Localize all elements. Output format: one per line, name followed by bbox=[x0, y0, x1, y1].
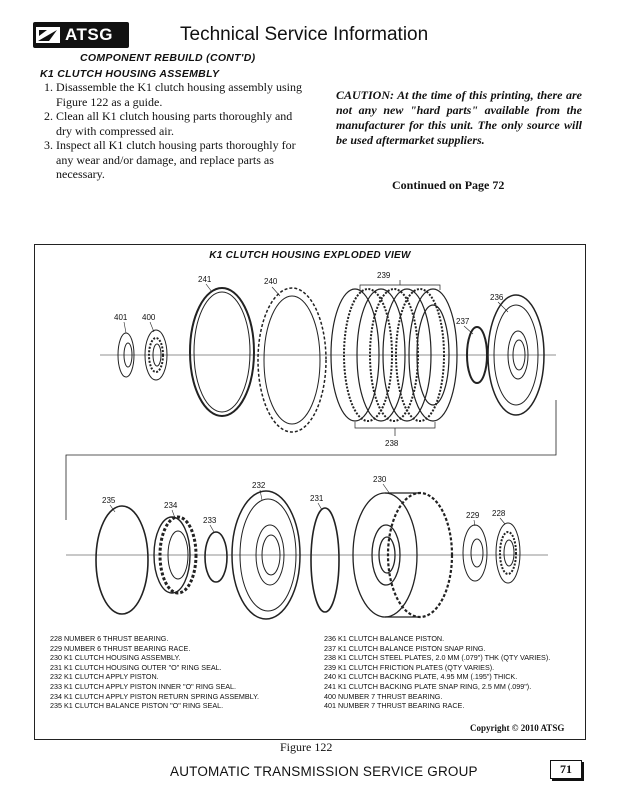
legend-item: 238 K1 CLUTCH STEEL PLATES, 2.0 MM (.079") THK (QTY VARIES). bbox=[324, 653, 551, 663]
bracket-238 bbox=[355, 422, 435, 428]
part-231-outer-o-ring bbox=[311, 508, 339, 612]
part-label: 240 bbox=[264, 277, 278, 286]
part-label: 238 bbox=[385, 439, 399, 448]
legend-item: 400 NUMBER 7 THRUST BEARING. bbox=[324, 691, 443, 701]
legend-item: 240 K1 CLUTCH BACKING PLATE, 4.95 MM (.195") THICK. bbox=[324, 672, 518, 682]
parts-legend-left bbox=[50, 634, 259, 711]
legend-item: 234 K1 CLUTCH APPLY PISTON RETURN SPRING ASSEMBLY. bbox=[50, 691, 260, 701]
continued-note: Continued on Page 72 bbox=[392, 178, 505, 192]
part-229-race bbox=[463, 525, 487, 581]
part-label: 228 bbox=[492, 509, 506, 518]
caution-note: CAUTION: At the time of this printing, there are not any new "hard parts" available from the manufacturer for this unit. The only source will be used aftermarket suppliers. bbox=[336, 88, 582, 147]
copyright-notice: Copyright © 2010 ATSG bbox=[470, 723, 565, 733]
procedure-step: 1. Disassemble the K1 clutch housing assembly using Figure 122 as a guide. bbox=[56, 80, 308, 109]
part-label: 237 bbox=[456, 317, 470, 326]
part-228-bearing bbox=[496, 523, 520, 583]
legend-item: 237 K1 CLUTCH BALANCE PISTON SNAP RING. bbox=[324, 643, 486, 653]
part-label: 234 bbox=[164, 501, 178, 510]
legend-item: 239 K1 CLUTCH FRICTION PLATES (QTY VARIES). bbox=[324, 662, 495, 672]
section-subtitle: K1 CLUTCH HOUSING ASSEMBLY bbox=[40, 68, 220, 80]
legend-item: 235 K1 CLUTCH BALANCE PISTON "O" RING SEAL. bbox=[50, 701, 224, 711]
legend-item: 236 K1 CLUTCH BALANCE PISTON. bbox=[324, 634, 445, 643]
part-label: 233 bbox=[203, 516, 217, 525]
legend-item: 241 K1 CLUTCH BACKING PLATE SNAP RING, 2.5 MM (.099"). bbox=[324, 681, 532, 691]
bracket-239 bbox=[360, 285, 440, 290]
part-241-snap-ring bbox=[190, 288, 254, 416]
legend-item: 229 NUMBER 6 THRUST BEARING RACE. bbox=[50, 643, 191, 653]
part-label: 230 bbox=[373, 475, 387, 484]
part-label: 239 bbox=[377, 271, 391, 280]
part-label: 241 bbox=[198, 275, 212, 284]
part-240-backing-plate bbox=[258, 288, 326, 432]
part-label: 401 bbox=[114, 313, 128, 322]
procedure-step: 2. Clean all K1 clutch housing parts thoroughly and dry with compressed air. bbox=[56, 109, 308, 138]
legend-item: 401 NUMBER 7 THRUST BEARING RACE. bbox=[324, 701, 465, 711]
part-label: 229 bbox=[466, 511, 480, 520]
part-label: 231 bbox=[310, 494, 324, 503]
legend-item: 228 NUMBER 6 THRUST BEARING. bbox=[50, 634, 169, 643]
page-number: 71 bbox=[550, 760, 582, 779]
legend-item: 233 K1 CLUTCH APPLY PISTON INNER "O" RING SEAL. bbox=[50, 681, 237, 691]
parts-legend-right bbox=[324, 634, 550, 711]
legend-item: 230 K1 CLUTCH HOUSING ASSEMBLY. bbox=[50, 653, 181, 663]
part-label: 400 bbox=[142, 313, 156, 322]
section-title: COMPONENT REBUILD (CONT'D) bbox=[80, 52, 256, 64]
part-label: 236 bbox=[490, 293, 504, 302]
part-235-o-ring bbox=[96, 506, 148, 614]
logo-text: ATSG bbox=[65, 25, 113, 44]
figure-title: K1 CLUTCH HOUSING EXPLODED VIEW bbox=[209, 250, 411, 261]
part-label: 235 bbox=[102, 496, 116, 505]
part-label: 232 bbox=[252, 481, 266, 490]
figure-caption: Figure 122 bbox=[280, 740, 333, 754]
legend-item: 232 K1 CLUTCH APPLY PISTON. bbox=[50, 672, 159, 682]
legend-item: 231 K1 CLUTCH HOUSING OUTER "O" RING SEAL. bbox=[50, 662, 222, 672]
footer-org-name: AUTOMATIC TRANSMISSION SERVICE GROUP bbox=[170, 764, 478, 779]
part-233-inner-o-ring bbox=[205, 532, 227, 582]
procedure-step: 3. Inspect all K1 clutch housing parts thoroughly for any wear and/or damage, and replace parts as necessary. bbox=[56, 138, 308, 182]
page-header-title: Technical Service Information bbox=[180, 24, 429, 45]
